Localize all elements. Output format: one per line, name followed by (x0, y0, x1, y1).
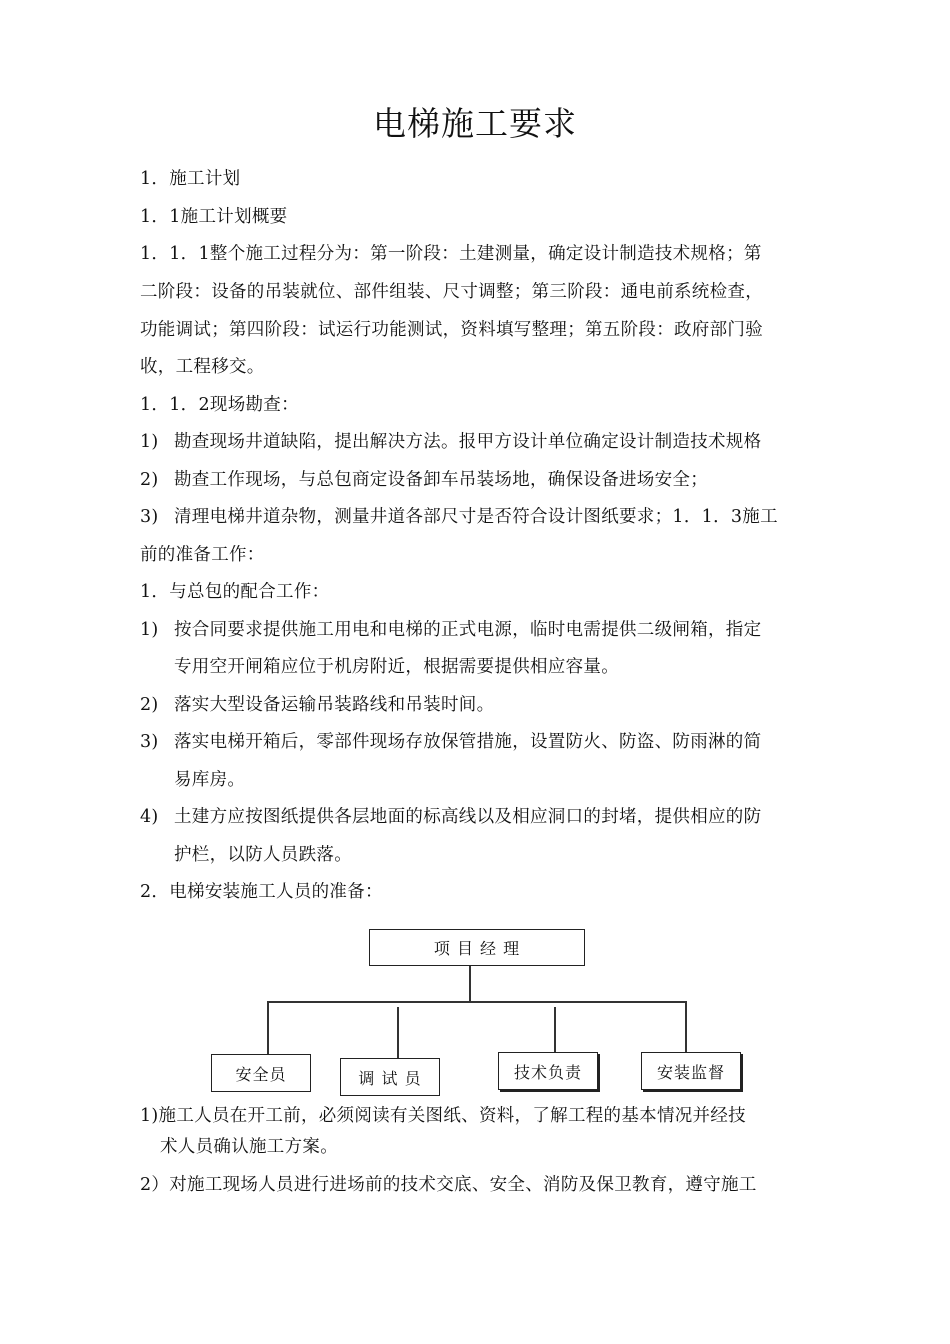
connector-line (469, 966, 471, 1002)
list-text: 按合同要求提供施工用电和电梯的正式电源，临时电需提供二级闸箱，指定 (174, 620, 762, 640)
list-text: 勘查现场井道缺陷，提出解决方法。报甲方设计单位确定设计制造技术规格 (174, 432, 762, 452)
list-text: 土建方应按图纸提供各层地面的标高线以及相应洞口的封堵，提供相应的防 (174, 807, 762, 827)
list-number: 3) (140, 732, 159, 752)
document-title: 电梯施工要求 (373, 104, 577, 143)
org-root-box: 项 目 经 理 (369, 929, 585, 966)
list-number: 3) (140, 507, 159, 527)
list-text: 清理电梯井道杂物，测量井道各部尺寸是否符合设计图纸要求；1．1．3施工 (174, 507, 778, 527)
list-continuation: 易库房。 (174, 770, 246, 790)
list-continuation: 专用空开闸箱应位于机房附近，根据需要提供相应容量。 (174, 657, 619, 677)
list-item (140, 466, 708, 491)
connector-line (685, 1001, 687, 1054)
connector-line (267, 1001, 269, 1054)
list-item (140, 728, 761, 753)
list-number: 1) (140, 432, 159, 452)
paragraph-line: 二阶段：设备的吊装就位、部件组装、尺寸调整；第三阶段：通电前系统检查， (140, 282, 763, 302)
paragraph-line: 收，工程移交。 (140, 357, 265, 377)
paragraph-line: 前的准备工作： (140, 545, 265, 565)
subsection-heading: 1．1施工计划概要 (140, 207, 288, 227)
paragraph-line: 1)施工人员在开工前，必须阅读有关图纸、资料，了解工程的基本情况并经技 (140, 1106, 746, 1126)
list-item (140, 503, 778, 528)
subsection-heading: 1．1．2现场勘查： (140, 395, 299, 415)
paragraph-line: 1．1．1整个施工过程分为：第一阶段：土建测量，确定设计制造技术规格；第 (140, 244, 762, 264)
org-child-box: 技术负责 (498, 1052, 598, 1090)
section-heading: 1．施工计划 (140, 169, 241, 189)
list-number: 1) (140, 620, 159, 640)
subsection-heading: 1．与总包的配合工作： (140, 582, 330, 602)
connector-line (397, 1007, 399, 1059)
list-item (140, 616, 761, 641)
list-number: 2) (140, 470, 159, 490)
list-item (140, 691, 494, 716)
subsection-heading: 2．电梯安装施工人员的准备： (140, 882, 383, 902)
paragraph-line: 2）对施工现场人员进行进场前的技术交底、安全、消防及保卫教育，遵守施工 (140, 1175, 757, 1195)
connector-line (554, 1007, 556, 1054)
list-number: 2) (140, 695, 159, 715)
list-item (140, 803, 761, 828)
paragraph-line: 功能调试；第四阶段：试运行功能测试，资料填写整理；第五阶段：政府部门验 (140, 320, 763, 340)
paragraph-line: 术人员确认施工方案。 (160, 1137, 338, 1157)
org-child-box: 调 试 员 (340, 1058, 440, 1096)
list-number: 4) (140, 807, 159, 827)
connector-line (267, 1001, 687, 1003)
list-text: 勘查工作现场，与总包商定设备卸车吊装场地，确保设备进场安全； (174, 470, 708, 490)
list-text: 落实大型设备运输吊装路线和吊装时间。 (174, 695, 495, 715)
list-item (140, 428, 761, 453)
list-continuation: 护栏，以防人员跌落。 (174, 845, 352, 865)
list-text: 落实电梯开箱后，零部件现场存放保管措施，设置防火、防盗、防雨淋的简 (174, 732, 762, 752)
org-child-box: 安全员 (211, 1054, 311, 1092)
org-child-box: 安装监督 (641, 1052, 741, 1090)
